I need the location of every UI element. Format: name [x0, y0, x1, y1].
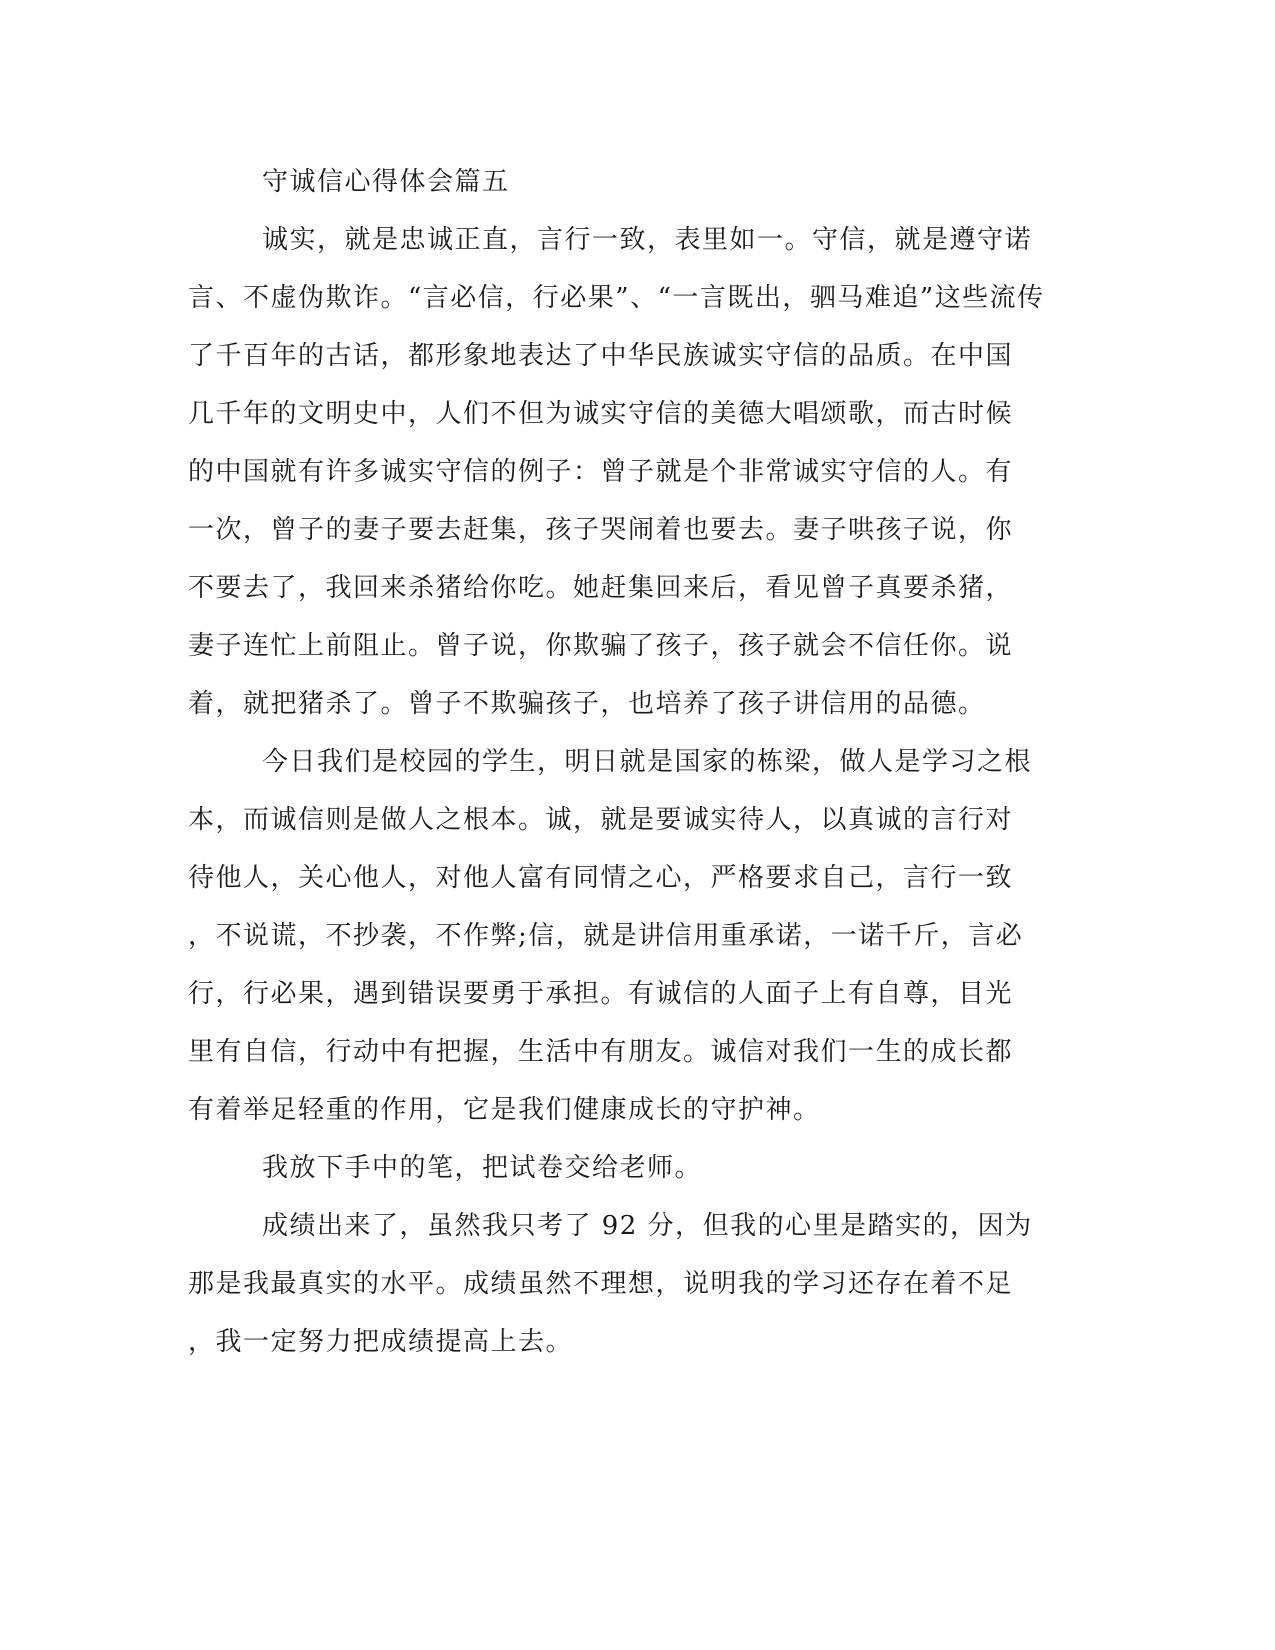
paragraph-4-line-3: ，我一定努力把成绩提高上去。: [188, 1327, 574, 1357]
paragraph-1-line-6: 一次，曾子的妻子要去赶集，孩子哭闹着也要去。妻子哄孩子说，你: [188, 515, 1014, 545]
document-title: 守诚信心得体会篇五: [262, 167, 510, 197]
paragraph-2-line-2: 本，而诚信则是做人之根本。诚，就是要诚实待人，以真诚的言行对: [188, 805, 1014, 835]
paragraph-1-line-2: 言、不虚伪欺诈。“言必信，行必果”、“一言既出，驷马难追”这些流传: [188, 283, 1045, 313]
paragraph-2-line-7: 有着举足轻重的作用，它是我们健康成长的守护神。: [188, 1095, 821, 1125]
paragraph-1-line-7: 不要去了，我回来杀猪给你吃。她赶集回来后，看见曾子真要杀猪，: [188, 573, 1014, 603]
paragraph-1-line-3: 了千百年的古话，都形象地表达了中华民族诚实守信的品质。在中国: [188, 341, 1014, 371]
paragraph-3-line-1: 我放下手中的笔，把试卷交给老师。: [262, 1153, 703, 1183]
paragraph-1-line-9: 着，就把猪杀了。曾子不欺骗孩子，也培养了孩子讲信用的品德。: [188, 689, 986, 719]
paragraph-2-line-3: 待他人，关心他人，对他人富有同情之心，严格要求自己，言行一致: [188, 863, 1014, 893]
paragraph-2-line-5: 行，行必果，遇到错误要勇于承担。有诚信的人面子上有自尊，目光: [188, 979, 1014, 1009]
paragraph-2-line-1: 今日我们是校园的学生，明日就是国家的栋梁，做人是学习之根: [262, 747, 1033, 777]
paragraph-2-line-6: 里有自信，行动中有把握，生活中有朋友。诚信对我们一生的成长都: [188, 1037, 1014, 1067]
paragraph-4-line-2: 那是我最真实的水平。成绩虽然不理想，说明我的学习还存在着不足: [188, 1269, 1014, 1299]
paragraph-4-line-1: 成绩出来了，虽然我只考了 92 分，但我的心里是踏实的，因为: [262, 1211, 1033, 1241]
paragraph-2-line-4: ，不说谎，不抄袭，不作弊;信，就是讲信用重承诺，一诺千斤，言必: [188, 921, 1024, 951]
paragraph-1-line-1: 诚实，就是忠诚正直，言行一致，表里如一。守信，就是遵守诺: [262, 225, 1033, 255]
paragraph-1-line-4: 几千年的文明史中，人们不但为诚实守信的美德大唱颂歌，而古时候: [188, 399, 1014, 429]
paragraph-1-line-5: 的中国就有许多诚实守信的例子：曾子就是个非常诚实守信的人。有: [188, 457, 1014, 487]
paragraph-1-line-8: 妻子连忙上前阻止。曾子说，你欺骗了孩子，孩子就会不信任你。说: [188, 631, 1014, 661]
